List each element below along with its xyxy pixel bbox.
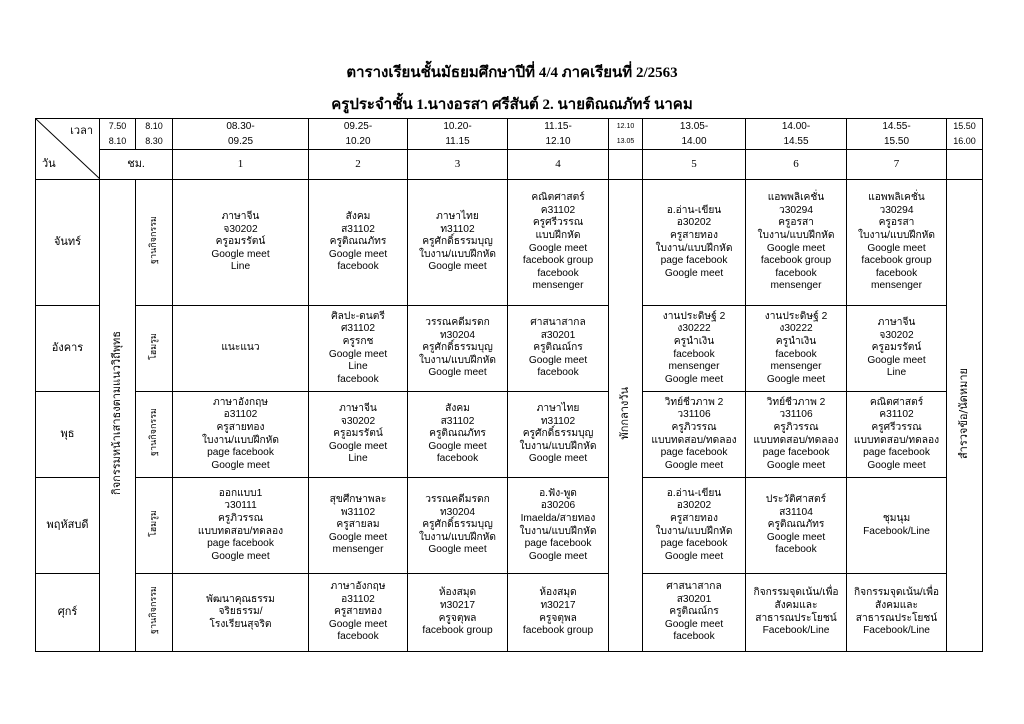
class-cell	[309, 478, 408, 574]
class-line: พ31102	[340, 506, 376, 518]
class-line: ว30294	[778, 204, 814, 216]
class-line: ง30222	[779, 323, 813, 335]
class-line: วิทย์ชีวภาพ 2	[664, 396, 724, 408]
day-row	[36, 306, 983, 392]
class-line: สังคมและ	[774, 599, 818, 611]
class-line: ห้องสมุด	[539, 587, 577, 599]
class-line: สุขศึกษาพละ	[329, 494, 387, 506]
class-cell	[643, 478, 746, 574]
hour-label: ชม.	[100, 150, 173, 180]
class-line: แนะแนว	[221, 342, 260, 354]
closing-session	[947, 180, 983, 652]
period-number: 2	[309, 150, 408, 180]
homeroom-cell: โฮมรูม	[136, 306, 173, 392]
class-line: ครูติณณภัทร	[329, 236, 387, 248]
time-slot: 12.10 13.05	[609, 119, 643, 150]
class-line: ครูอมรรัตน์	[871, 342, 922, 354]
class-line: ครูจตุพล	[539, 612, 577, 624]
class-line: ครูศักดิ์ธรรมบุญ	[422, 342, 493, 354]
class-cell	[309, 574, 408, 652]
period-number: 7	[847, 150, 947, 180]
class-line: ท31102	[440, 223, 475, 235]
class-line: ใบงาน/แบบฝึกหัด	[858, 229, 935, 241]
class-line: แอพพลิเคชั่น	[767, 192, 825, 204]
day-label: วัน	[42, 157, 56, 171]
class-line: ครูศรีวรรณ	[871, 421, 922, 433]
class-line: Google meet	[328, 248, 388, 260]
class-line: ว31106	[779, 409, 813, 421]
lunch-break	[609, 180, 643, 652]
class-line: ภาษาอังกฤษ	[330, 581, 386, 593]
class-line: ภาษาอังกฤษ	[212, 396, 269, 408]
class-line: ท30217	[439, 599, 476, 611]
class-line: แอพพลิเคชั่น	[868, 192, 925, 204]
class-line: facebook	[875, 267, 918, 279]
class-cell	[847, 392, 947, 478]
class-line: วรรณคดีมรดก	[425, 494, 490, 506]
class-cell	[746, 392, 847, 478]
class-line: ใบงาน/แบบฝึกหัด	[419, 248, 496, 260]
class-line: แบบทดสอบ/ทดลอง	[753, 434, 839, 446]
class-line: Google meet	[766, 373, 826, 385]
class-line: mensenger	[871, 280, 922, 292]
class-cell	[847, 574, 947, 652]
class-line: facebook	[436, 453, 479, 465]
class-cell	[847, 306, 947, 392]
class-line: mensenger	[532, 280, 584, 292]
period-number: 6	[746, 150, 847, 180]
class-line: อ30206	[540, 500, 576, 512]
class-line: Google meet	[528, 453, 588, 465]
class-line: โรงเรียนสุจริต	[209, 618, 272, 630]
class-line: Google meet	[766, 242, 826, 254]
class-line: Google meet	[211, 550, 270, 562]
class-line: ศาสนาสากล	[530, 317, 586, 329]
class-line: page facebook	[524, 538, 592, 550]
class-line: ครูนำเงิน	[775, 335, 817, 347]
class-line: ว30294	[879, 204, 914, 216]
day-name: พุธ	[36, 392, 100, 478]
class-line: อ30202	[676, 217, 712, 229]
period-number: 1	[173, 150, 309, 180]
day-row	[36, 392, 983, 478]
class-line: Google meet	[211, 248, 270, 260]
class-line: ใบงาน/แบบฝึกหัด	[419, 354, 496, 366]
class-cell	[643, 180, 746, 306]
class-line: ภาษาจีน	[339, 403, 377, 415]
homeroom-cell: ฐานกิจกรรม	[136, 180, 173, 306]
class-line: ภาษาจีน	[221, 211, 260, 223]
class-cell	[309, 306, 408, 392]
class-line: ใบงาน/แบบฝึกหัด	[519, 525, 597, 537]
class-line: Line	[230, 261, 251, 273]
time-slot: 8.10 8.30	[136, 119, 173, 150]
class-line: ครูภิวรรณ	[671, 421, 717, 433]
class-line: Facebook/Line	[863, 625, 930, 637]
homeroom-cell: ฐานกิจกรรม	[136, 574, 173, 652]
class-cell	[408, 574, 508, 652]
class-line: facebook group	[422, 625, 493, 637]
class-line: ใบงาน/แบบฝึกหัด	[519, 440, 597, 452]
class-line: ครูอมรรัตน์	[333, 428, 383, 440]
morning-activity-label: กิจกรรมหน้าเสาธงตามแนววิถีพุทธ	[110, 331, 124, 496]
period-number: 5	[643, 150, 746, 180]
day-row	[36, 574, 983, 652]
class-line: ท31102	[540, 415, 576, 427]
homeroom-cell: ฐานกิจกรรม	[136, 392, 173, 478]
class-cell	[746, 180, 847, 306]
time-slot: 10.20- 11.15	[408, 119, 508, 150]
class-line: Google meet	[428, 440, 487, 452]
class-line: Line	[348, 453, 368, 465]
class-line: Google meet	[328, 531, 388, 543]
morning-activity	[100, 180, 136, 652]
class-line: แบบทดสอบ/ทดลอง	[853, 434, 940, 446]
class-line: กิจกรรมจุดเน้น/เพื่อ	[853, 587, 940, 599]
class-line: ท30217	[540, 599, 576, 611]
class-line: จ30202	[223, 223, 258, 235]
class-cell	[408, 180, 508, 306]
class-line: Imaelda/สายทอง	[520, 512, 596, 524]
class-line: ครูศักดิ์ธรรมบุญ	[422, 519, 493, 531]
class-line: ภาษาไทย	[436, 211, 479, 223]
time-slot: 08.30- 09.25	[173, 119, 309, 150]
class-line: ครูสายทอง	[669, 229, 718, 241]
period-number	[609, 150, 643, 180]
class-line: facebook	[337, 373, 379, 385]
class-line: พัฒนาคุณธรรม	[206, 593, 275, 605]
period-number-row	[36, 150, 983, 180]
class-line: ส31102	[341, 223, 375, 235]
class-line: Google meet	[428, 367, 487, 379]
class-line: อ.อ่าน-เขียน	[666, 487, 722, 499]
class-line: facebook group	[861, 255, 932, 267]
class-line: page facebook	[660, 447, 728, 459]
class-line: Facebook/Line	[762, 625, 830, 637]
class-line: ครูติณณ์กร	[533, 342, 583, 354]
class-line: mensenger	[770, 280, 822, 292]
class-line: Google meet	[528, 354, 588, 366]
class-line: mensenger	[332, 544, 384, 556]
class-line: ค31102	[879, 409, 914, 421]
class-line: ออกแบบ1	[218, 487, 263, 499]
class-line: Google meet	[867, 354, 926, 366]
homeroom-cell: โฮมรูม	[136, 478, 173, 574]
class-line: Google meet	[428, 261, 487, 273]
lunch-break-label: พักกลางวัน	[618, 386, 632, 440]
class-line: ศิลปะ-ดนตรี	[331, 310, 385, 322]
class-cell	[173, 180, 309, 306]
class-line: ภาษาจีน	[877, 317, 916, 329]
class-line: ครูรกช	[342, 335, 374, 347]
class-line: แบบทดสอบ/ทดลอง	[651, 434, 737, 446]
class-line: mensenger	[668, 361, 720, 373]
class-cell	[408, 478, 508, 574]
time-slot: 09.25- 10.20	[309, 119, 408, 150]
class-line: ใบงาน/แบบฝึกหัด	[655, 242, 733, 254]
class-line: ส30201	[540, 329, 576, 341]
class-line: คณิตศาสตร์	[869, 396, 924, 408]
class-cell	[508, 180, 609, 306]
class-line: facebook	[775, 267, 817, 279]
class-cell	[746, 306, 847, 392]
class-line: จริยธรรม/	[218, 606, 263, 618]
class-line: ครูศักดิ์ธรรมบุญ	[422, 236, 493, 248]
class-cell	[173, 392, 309, 478]
day-row	[36, 478, 983, 574]
class-line: Line	[348, 361, 368, 373]
class-line: สาธารณประโยชน์	[755, 612, 837, 624]
class-line: page facebook	[207, 538, 274, 550]
class-line: ท30204	[439, 506, 476, 518]
class-line: Google meet	[211, 459, 270, 471]
class-line: ส31102	[440, 415, 475, 427]
class-line: ครูศรีวรรณ	[532, 217, 584, 229]
class-line: page facebook	[863, 447, 930, 459]
schedule-title: ตารางเรียนชั้นมัธยมศึกษาปีที่ 4/4 ภาคเรียนที่ 2/2563	[346, 65, 678, 81]
class-line: ครูภิวรรณ	[217, 512, 264, 524]
class-line: mensenger	[770, 361, 822, 373]
class-line: Google meet	[664, 267, 724, 279]
class-cell	[508, 306, 609, 392]
class-line: Google meet	[664, 459, 724, 471]
class-line: ชุมนุม	[882, 512, 911, 524]
class-line: สังคม	[345, 211, 371, 223]
class-cell	[173, 574, 309, 652]
class-line: ครูอมรรัตน์	[215, 236, 266, 248]
class-line: อ31102	[223, 409, 258, 421]
class-line: แบบฝึกหัด	[535, 229, 581, 241]
class-line: Line	[886, 367, 907, 379]
class-line: Google meet	[867, 459, 926, 471]
class-line: ศ31102	[340, 323, 376, 335]
day-row	[36, 180, 983, 306]
class-line: วิทย์ชีวภาพ 2	[766, 396, 826, 408]
class-line: Google meet	[664, 618, 724, 630]
class-line: ว31106	[677, 409, 711, 421]
period-number	[947, 150, 983, 180]
class-cell	[746, 574, 847, 652]
timetable	[35, 118, 983, 652]
class-line: Google meet	[328, 348, 388, 360]
closing-session-label: สำรวจข้อ/นัดหมาย	[957, 367, 971, 459]
class-cell	[408, 392, 508, 478]
class-cell	[847, 478, 947, 574]
class-line: facebook group	[760, 255, 832, 267]
class-line: ครูอรสา	[778, 217, 814, 229]
class-line: แบบทดสอบ/ทดลอง	[197, 525, 284, 537]
class-line: ศาสนาสากล	[666, 581, 722, 593]
class-cell	[847, 180, 947, 306]
class-cell	[173, 306, 309, 392]
class-line: ครูศักดิ์ธรรมบุญ	[522, 428, 594, 440]
class-line: Google meet	[766, 459, 826, 471]
class-line: ใบงาน/แบบฝึกหัด	[419, 531, 496, 543]
class-line: ครูสายทอง	[216, 421, 265, 433]
day-name: พฤหัสบดี	[36, 478, 100, 574]
class-cell	[508, 392, 609, 478]
class-line: ว30111	[224, 500, 257, 512]
class-line: facebook	[537, 267, 579, 279]
class-line: ส30201	[676, 593, 712, 605]
class-line: อ30202	[676, 500, 712, 512]
class-line: Google meet	[528, 550, 588, 562]
class-line: page facebook	[660, 255, 728, 267]
class-line: ค31102	[540, 204, 576, 216]
class-line: facebook	[673, 631, 715, 643]
class-line: ท30204	[439, 329, 476, 341]
class-line: Google meet	[766, 531, 826, 543]
class-line: ใบงาน/แบบฝึกหัด	[757, 229, 835, 241]
class-line: ครูติณณภัทร	[429, 428, 486, 440]
class-line: กิจกรรมจุดเน้น/เพื่อ	[753, 587, 839, 599]
class-line: จ30202	[340, 415, 376, 427]
class-line: ใบงาน/แบบฝึกหัด	[655, 525, 733, 537]
class-line: facebook	[775, 544, 817, 556]
class-cell	[508, 574, 609, 652]
time-slot: 13.05- 14.00	[643, 119, 746, 150]
class-line: ครูอรสา	[878, 217, 915, 229]
time-slot: 14.00- 14.55	[746, 119, 847, 150]
class-line: Google meet	[528, 242, 588, 254]
class-line: facebook group	[522, 255, 594, 267]
class-line: page facebook	[660, 538, 728, 550]
class-line: สาธารณประโยชน์	[855, 612, 938, 624]
time-slot: 14.55- 15.50	[847, 119, 947, 150]
class-line: ครูภิวรรณ	[773, 421, 819, 433]
class-cell	[173, 478, 309, 574]
class-line: สังคมและ	[874, 599, 918, 611]
class-line: facebook	[673, 348, 715, 360]
class-line: page facebook	[207, 447, 274, 459]
class-line: Google meet	[428, 544, 487, 556]
class-cell	[643, 574, 746, 652]
class-line: Google meet	[867, 242, 926, 254]
class-cell	[643, 392, 746, 478]
class-line: ใบงาน/แบบฝึกหัด	[202, 434, 279, 446]
class-cell	[309, 392, 408, 478]
class-line: ครูสายทอง	[333, 606, 382, 618]
class-line: คณิตศาสตร์	[531, 192, 585, 204]
time-slot: 15.50 16.00	[947, 119, 983, 150]
day-name: ศุกร์	[36, 574, 100, 652]
class-line: จ30202	[879, 329, 914, 341]
class-cell	[643, 306, 746, 392]
class-line: Google meet	[664, 373, 724, 385]
class-line: facebook	[337, 261, 379, 273]
time-row	[36, 119, 983, 150]
class-line: งานประดิษฐ์ 2	[662, 310, 726, 322]
class-line: ประวัติศาสตร์	[765, 494, 827, 506]
class-line: ง30222	[677, 323, 711, 335]
class-line: ครูจตุพล	[438, 612, 477, 624]
class-line: อ.อ่าน-เขียน	[666, 204, 722, 216]
class-line: facebook	[337, 631, 379, 643]
class-line: ห้องสมุด	[438, 587, 477, 599]
period-number: 4	[508, 150, 609, 180]
homeroom-teachers: ครูประจำชั้น 1.นางอรสา ศรีสันต์ 2. นายติณณภัทร์ นาคม	[331, 97, 693, 113]
class-line: Google meet	[328, 440, 388, 452]
time-slot: 7.50 8.10	[100, 119, 136, 150]
class-line: อ31102	[341, 593, 375, 605]
class-line: ครูนำเงิน	[673, 335, 715, 347]
class-line: Google meet	[328, 618, 388, 630]
class-cell	[309, 180, 408, 306]
day-name: อังคาร	[36, 306, 100, 392]
class-cell	[508, 478, 609, 574]
class-line: facebook group	[522, 625, 594, 637]
class-line: ภาษาไทย	[536, 403, 580, 415]
time-slot: 11.15- 12.10	[508, 119, 609, 150]
class-line: ครูสายลม	[336, 519, 380, 531]
class-line: ครูสายทอง	[669, 512, 718, 524]
class-line: วรรณคดีมรดก	[425, 317, 490, 329]
class-line: สังคม	[445, 403, 470, 415]
class-line: อ.ฟัง-พูด	[539, 487, 577, 499]
class-line: งานประดิษฐ์ 2	[764, 310, 828, 322]
corner-cell	[36, 119, 100, 180]
class-line: Google meet	[664, 550, 724, 562]
class-cell	[746, 478, 847, 574]
class-line: ครูติณณภัทร	[767, 519, 825, 531]
time-label: เวลา	[70, 124, 93, 137]
class-cell	[408, 306, 508, 392]
class-line: page facebook	[762, 447, 830, 459]
period-number: 3	[408, 150, 508, 180]
class-line: facebook	[537, 367, 579, 379]
class-line: facebook	[775, 348, 817, 360]
class-line: ส31104	[779, 506, 813, 518]
class-line: Facebook/Line	[863, 525, 930, 537]
day-name: จันทร์	[36, 180, 100, 306]
class-line: ครูติณณ์กร	[669, 606, 719, 618]
